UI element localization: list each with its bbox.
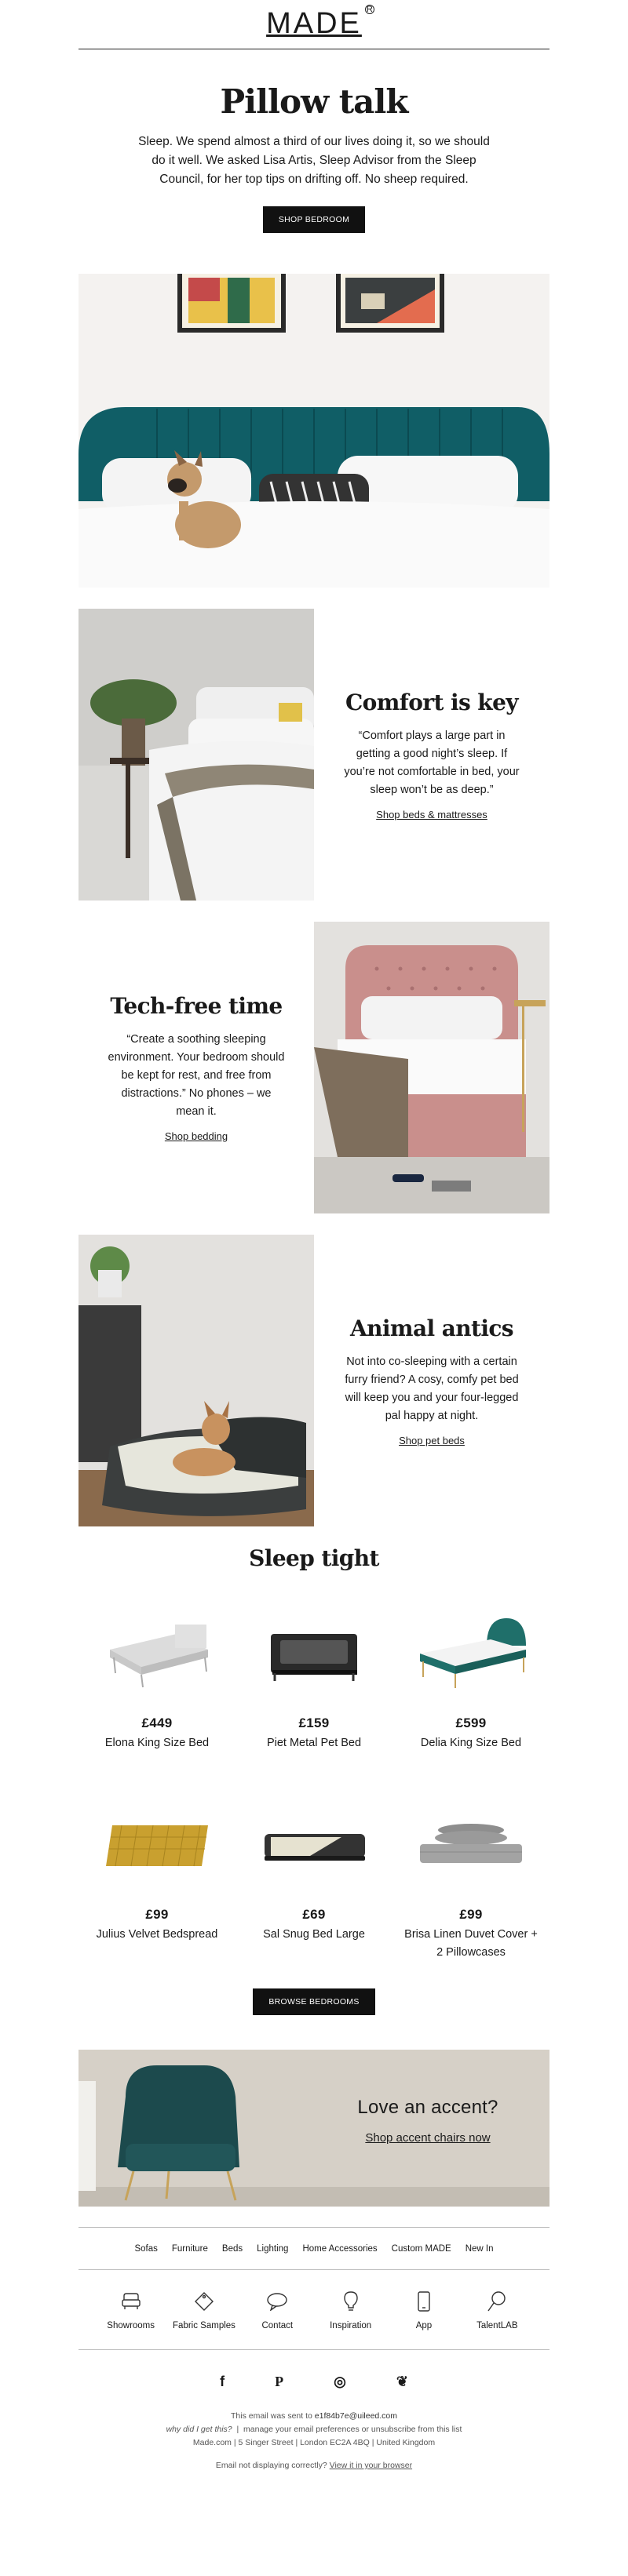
manage-preferences-link[interactable]: manage your email preferences or unsubscribe from this list xyxy=(243,2425,462,2434)
feature-title: Animal antics xyxy=(350,1315,513,1341)
view-in-browser-link[interactable]: View it in your browser xyxy=(329,2461,413,2470)
page-title: Pillow talk xyxy=(220,82,408,121)
julius-bedspread-icon xyxy=(98,1817,216,1872)
pet-bed-illustration xyxy=(78,1235,314,1526)
phone-icon xyxy=(389,2290,459,2313)
product-price: £599 xyxy=(455,1716,487,1730)
service-fabric-samples[interactable] xyxy=(169,2290,239,2330)
product-price: £69 xyxy=(302,1907,326,1922)
service-label: App xyxy=(415,2320,433,2330)
feature-title: Tech-free time xyxy=(110,993,283,1019)
feature-comfort xyxy=(78,609,550,901)
product-image xyxy=(392,1794,550,1896)
service-label: TalentLAB xyxy=(476,2320,518,2330)
nav-link-sofas[interactable]: Sofas xyxy=(134,2243,158,2254)
company-address: Made.com | 5 Singer Street | London EC2A 4BQ | United Kingdom xyxy=(192,2438,436,2447)
service-label: Fabric Samples xyxy=(173,2320,236,2330)
product-price: £99 xyxy=(145,1907,169,1922)
footer-services xyxy=(78,2270,550,2350)
product-name: Piet Metal Pet Bed xyxy=(266,1737,362,1749)
product-name: Delia King Size Bed xyxy=(420,1737,522,1749)
bedroom-hero-image[interactable] xyxy=(78,274,550,588)
sent-prefix: This email was sent to xyxy=(230,2411,315,2421)
service-label: Showrooms xyxy=(107,2320,155,2330)
service-label: Contact xyxy=(261,2320,294,2330)
not-displaying-text: Email not displaying correctly? xyxy=(215,2461,327,2470)
preferences-line: why did I get this? | manage your email preferences or unsubscribe from this list xyxy=(166,2425,462,2434)
browse-bedrooms-button[interactable]: BROWSE BEDROOMS xyxy=(253,1988,375,2015)
shop-bedroom-button[interactable]: SHOP BEDROOM xyxy=(263,206,365,233)
browser-line xyxy=(78,2459,550,2472)
product-name: Sal Snug Bed Large xyxy=(263,1928,365,1941)
service-talentlab[interactable] xyxy=(462,2290,532,2330)
shop-bedding-link[interactable]: Shop bedding xyxy=(164,1130,228,1142)
product-image xyxy=(392,1603,550,1705)
product-image xyxy=(236,1794,392,1896)
piet-pet-bed-icon xyxy=(255,1618,373,1689)
why-link[interactable]: why did I get this? xyxy=(166,2425,232,2434)
product-grid xyxy=(78,1603,550,1985)
feature-animal-antics xyxy=(78,1235,550,1526)
instagram-icon[interactable]: ◎ xyxy=(334,2373,346,2389)
brisa-duvet-icon xyxy=(412,1817,530,1872)
product-price: £449 xyxy=(141,1716,173,1730)
chat-bubble-icon xyxy=(242,2290,312,2313)
feature-title: Comfort is key xyxy=(345,689,518,715)
delia-bed-icon xyxy=(412,1614,530,1693)
product-image xyxy=(78,1794,236,1896)
logo-text: MADE xyxy=(266,7,362,40)
bedroom-illustration xyxy=(78,274,550,588)
header xyxy=(78,0,550,49)
facebook-icon[interactable]: f xyxy=(220,2373,225,2389)
magnifier-icon xyxy=(462,2290,532,2313)
service-app[interactable] xyxy=(389,2290,459,2330)
twitter-icon[interactable]: ❦ xyxy=(396,2373,408,2389)
nav-link-lighting[interactable]: Lighting xyxy=(257,2243,289,2254)
product-card[interactable] xyxy=(236,1603,392,1794)
service-inspiration[interactable] xyxy=(316,2290,386,2330)
swatch-icon xyxy=(169,2290,239,2313)
service-contact[interactable] xyxy=(242,2290,312,2330)
service-label: Inspiration xyxy=(330,2320,372,2330)
recipient-email[interactable]: e1f84b7e@uileed.com xyxy=(314,2411,398,2421)
legal-footer xyxy=(78,2410,550,2472)
product-card[interactable] xyxy=(236,1794,392,1985)
product-name: Elona King Size Bed xyxy=(104,1737,210,1749)
nav-link-home-accessories[interactable]: Home Accessories xyxy=(302,2243,378,2254)
product-name: Brisa Linen Duvet Cover + 2 Pillowcases xyxy=(404,1928,538,1959)
pink-bed-illustration xyxy=(314,922,550,1213)
product-image xyxy=(78,1603,236,1705)
product-card[interactable] xyxy=(78,1794,236,1985)
shop-accent-chairs-link[interactable]: Shop accent chairs now xyxy=(365,2131,491,2145)
browse-section xyxy=(78,1988,550,2015)
product-image xyxy=(236,1603,392,1705)
pinterest-icon[interactable]: P xyxy=(275,2373,284,2389)
sal-snug-bed-icon xyxy=(255,1821,373,1868)
accent-heading: Love an accent? xyxy=(357,2097,498,2118)
bed-illustration xyxy=(78,609,314,901)
hero-section xyxy=(78,49,550,233)
product-name: Julius Velvet Bedspread xyxy=(96,1928,218,1941)
section-title: Sleep tight xyxy=(249,1545,379,1571)
registered-mark: R xyxy=(365,5,374,14)
nav-link-beds[interactable]: Beds xyxy=(221,2243,243,2254)
feature-body: “Comfort plays a large part in getting a good night’s sleep. If you’re not comfortable in bed, your sleep won’t be as deep.” xyxy=(344,729,520,796)
product-card[interactable] xyxy=(392,1603,550,1794)
made-logo[interactable] xyxy=(266,5,373,41)
footer-category-nav xyxy=(78,2227,550,2270)
product-price: £159 xyxy=(298,1716,330,1730)
comfort-image[interactable] xyxy=(78,609,314,901)
animal-antics-image[interactable] xyxy=(78,1235,314,1526)
product-card[interactable] xyxy=(392,1794,550,1985)
tech-free-image[interactable] xyxy=(314,922,550,1213)
shop-pet-beds-link[interactable]: Shop pet beds xyxy=(399,1434,465,1446)
sent-to-line xyxy=(78,2410,550,2423)
nav-link-new-in[interactable]: New In xyxy=(465,2243,494,2254)
accent-chairs-banner[interactable] xyxy=(78,2050,550,2207)
feature-body: “Create a soothing sleeping environment. Your bedroom should be kept for rest, and free from distractions.” No phones – we mean it. xyxy=(108,1033,285,1118)
sofa-icon xyxy=(96,2290,166,2313)
hero-intro: Sleep. We spend almost a third of our lives doing it, so we should do it well. We asked Lisa Artis, Sleep Advisor from the Sleep Council, for her top tips on drifting off. No sheep required. xyxy=(138,135,490,186)
feature-tech-free xyxy=(78,922,550,1213)
lightbulb-icon xyxy=(316,2290,386,2313)
service-showrooms[interactable] xyxy=(96,2290,166,2330)
product-price: £99 xyxy=(459,1907,483,1922)
feature-body: Not into co-sleeping with a certain furry friend? A cosy, comfy pet bed will keep you and your four-legged pal happy at night. xyxy=(345,1355,519,1422)
shop-beds-mattresses-link[interactable]: Shop beds & mattresses xyxy=(376,808,487,820)
nav-link-furniture[interactable]: Furniture xyxy=(171,2243,208,2254)
elona-bed-icon xyxy=(98,1618,216,1689)
product-card[interactable] xyxy=(78,1603,236,1794)
social-links xyxy=(78,2366,550,2397)
nav-link-custom-made[interactable]: Custom MADE xyxy=(391,2243,451,2254)
